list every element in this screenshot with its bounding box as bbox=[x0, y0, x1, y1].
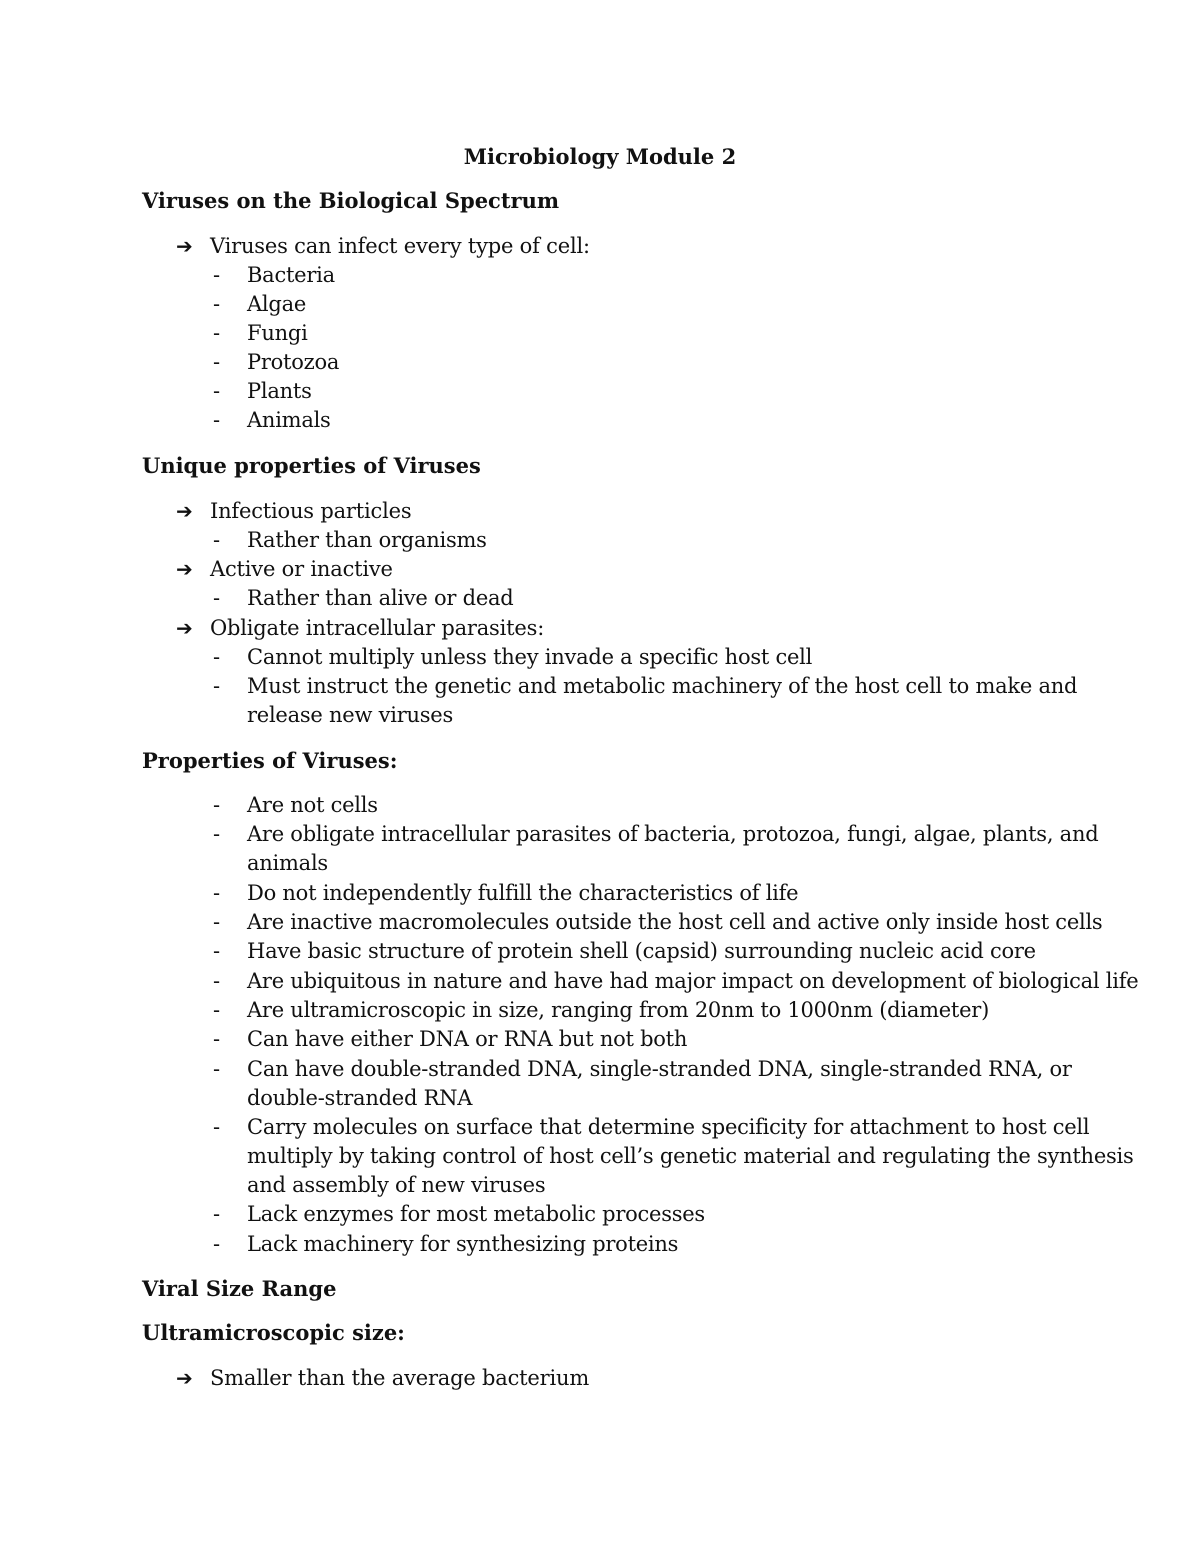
list-item: Carry molecules on surface that determine specificity for attachment to host cell bbox=[247, 1115, 1090, 1139]
dash-bullet: - bbox=[213, 1115, 221, 1139]
arrow-icon: ➔ bbox=[176, 1366, 193, 1390]
list-item: Plants bbox=[247, 379, 312, 403]
heading-ultramicroscopic: Ultramicroscopic size: bbox=[142, 1320, 405, 1345]
list-item-continuation: release new viruses bbox=[247, 703, 453, 727]
list-item: Are inactive macromolecules outside the host cell and active only inside host cells bbox=[247, 910, 1103, 934]
list-item: Lack enzymes for most metabolic processes bbox=[247, 1202, 705, 1226]
list-item: Bacteria bbox=[247, 263, 335, 287]
list-item: Rather than alive or dead bbox=[247, 586, 514, 610]
dash-bullet: - bbox=[213, 586, 221, 610]
heading-spectrum: Viruses on the Biological Spectrum bbox=[142, 188, 560, 213]
list-item: Lack machinery for synthesizing proteins bbox=[247, 1232, 679, 1256]
list-item: Animals bbox=[247, 408, 331, 432]
dash-bullet: - bbox=[213, 645, 221, 669]
dash-bullet: - bbox=[213, 910, 221, 934]
dash-bullet: - bbox=[213, 292, 221, 316]
list-item: Have basic structure of protein shell (capsid) surrounding nucleic acid core bbox=[247, 939, 1036, 963]
heading-size-range: Viral Size Range bbox=[142, 1276, 337, 1301]
arrow-item: ➔ Viruses can infect every type of cell: bbox=[176, 231, 590, 261]
dash-bullet: - bbox=[213, 881, 221, 905]
dash-bullet: - bbox=[213, 1202, 221, 1226]
dash-bullet: - bbox=[213, 379, 221, 403]
arrow-icon: ➔ bbox=[176, 499, 193, 523]
list-item-continuation: double-stranded RNA bbox=[247, 1086, 473, 1110]
dash-bullet: - bbox=[213, 1027, 221, 1051]
dash-bullet: - bbox=[213, 350, 221, 374]
list-item: Are ubiquitous in nature and have had major impact on development of biological life bbox=[247, 969, 1139, 993]
list-item: Algae bbox=[247, 292, 307, 316]
dash-bullet: - bbox=[213, 408, 221, 432]
arrow-item: ➔ Smaller than the average bacterium bbox=[176, 1363, 589, 1393]
list-item: Rather than organisms bbox=[247, 528, 487, 552]
arrow-icon: ➔ bbox=[176, 557, 193, 581]
arrow-item: ➔ Active or inactive bbox=[176, 554, 393, 584]
list-item: Must instruct the genetic and metabolic machinery of the host cell to make and bbox=[247, 674, 1078, 698]
dash-bullet: - bbox=[213, 528, 221, 552]
arrow-icon: ➔ bbox=[176, 234, 193, 258]
list-item: Are obligate intracellular parasites of bacteria, protozoa, fungi, algae, plants, and bbox=[247, 822, 1099, 846]
page-title: Microbiology Module 2 bbox=[463, 144, 737, 169]
list-item: Are ultramicroscopic in size, ranging from 20nm to 1000nm (diameter) bbox=[247, 998, 990, 1022]
list-item-continuation: multiply by taking control of host cell’s genetic material and regulating the synthesis bbox=[247, 1144, 1134, 1168]
dash-bullet: - bbox=[213, 998, 221, 1022]
list-item: Fungi bbox=[247, 321, 308, 345]
list-item-continuation: animals bbox=[247, 851, 328, 875]
arrow-item: ➔ Obligate intracellular parasites: bbox=[176, 613, 544, 643]
arrow-item: ➔ Infectious particles bbox=[176, 496, 411, 526]
dash-bullet: - bbox=[213, 263, 221, 287]
list-item: Cannot multiply unless they invade a specific host cell bbox=[247, 645, 813, 669]
list-item: Protozoa bbox=[247, 350, 340, 374]
dash-bullet: - bbox=[213, 674, 221, 698]
list-item: Do not independently fulfill the characteristics of life bbox=[247, 881, 799, 905]
list-item: Can have either DNA or RNA but not both bbox=[247, 1027, 688, 1051]
dash-bullet: - bbox=[213, 793, 221, 817]
list-item-continuation: and assembly of new viruses bbox=[247, 1173, 546, 1197]
heading-unique: Unique properties of Viruses bbox=[142, 453, 481, 478]
dash-bullet: - bbox=[213, 1232, 221, 1256]
heading-properties: Properties of Viruses: bbox=[142, 748, 398, 773]
dash-bullet: - bbox=[213, 1057, 221, 1081]
dash-bullet: - bbox=[213, 969, 221, 993]
list-item: Are not cells bbox=[247, 793, 378, 817]
dash-bullet: - bbox=[213, 939, 221, 963]
dash-bullet: - bbox=[213, 321, 221, 345]
list-item: Can have double-stranded DNA, single-stranded DNA, single-stranded RNA, or bbox=[247, 1057, 1072, 1081]
arrow-icon: ➔ bbox=[176, 616, 193, 640]
dash-bullet: - bbox=[213, 822, 221, 846]
